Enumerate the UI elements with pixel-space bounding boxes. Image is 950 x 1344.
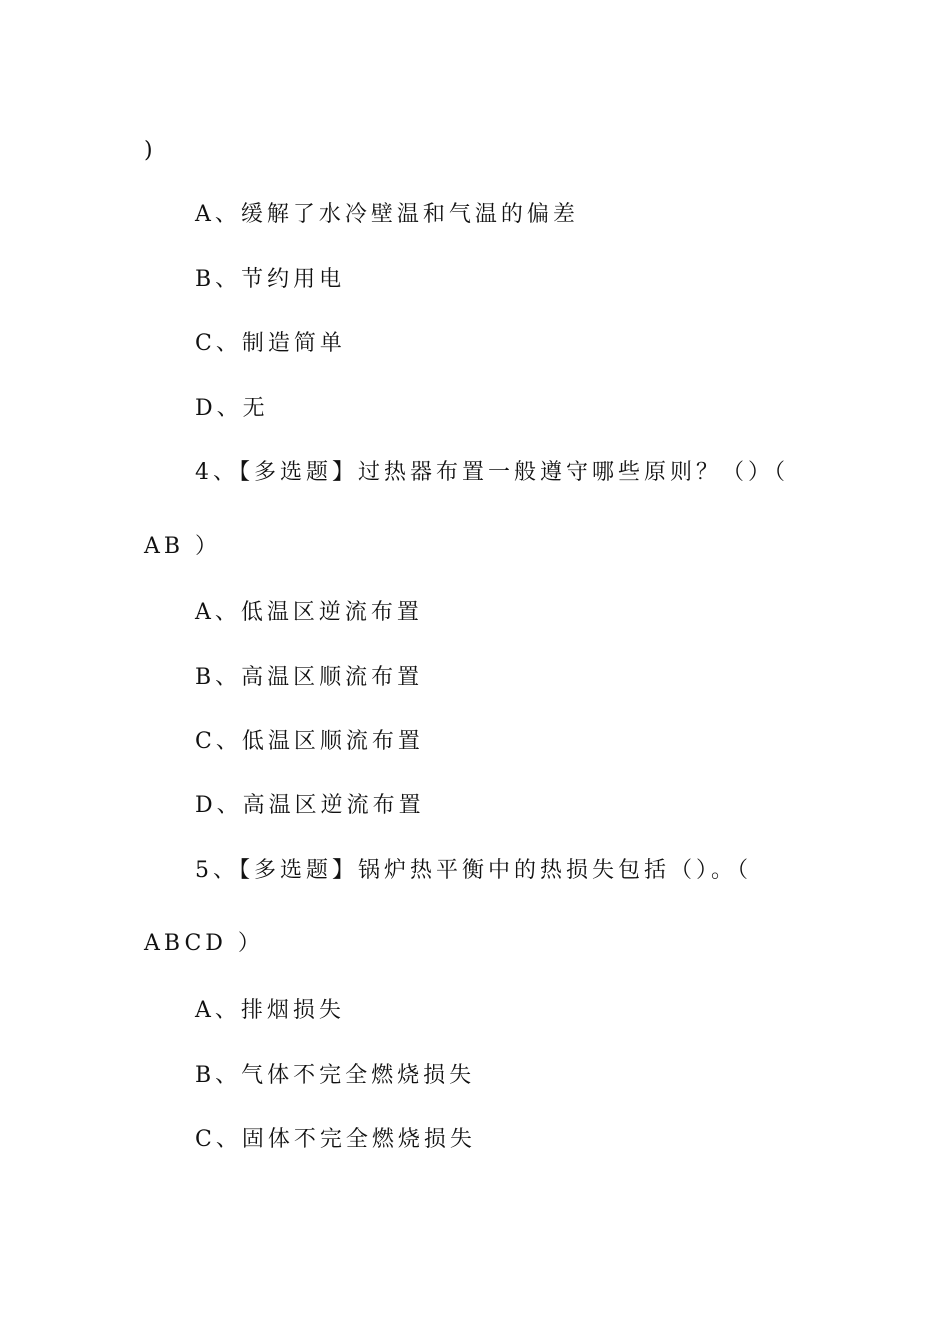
question-4-option-a: A、低温区逆流布置	[195, 600, 423, 625]
question-5-option-b: B、气体不完全燃烧损失	[195, 1063, 476, 1088]
question-5-answer: ABCD ）	[144, 931, 264, 956]
question-5-option-c: C、固体不完全燃烧损失	[195, 1127, 476, 1152]
question-3-option-d: D、无	[195, 396, 269, 421]
question-4-stem: 4、【多选题】过热器布置一般遵守哪些原则？（）（	[195, 460, 789, 485]
question-4-option-b: B、高温区顺流布置	[195, 665, 424, 690]
question-4-option-c: C、低温区顺流布置	[195, 729, 424, 754]
question-3-option-c: C、制造简单	[195, 331, 346, 356]
question-4-answer: AB ）	[144, 534, 222, 559]
question-5-stem: 5、【多选题】锅炉热平衡中的热损失包括（）。（	[195, 858, 752, 883]
question-3-answer-close: )	[144, 138, 157, 163]
question-5-option-a: A、排烟损失	[195, 998, 345, 1023]
question-3-option-b: B、节约用电	[195, 267, 346, 292]
question-4-option-d: D、高温区逆流布置	[195, 793, 425, 818]
question-3-option-a: A、缓解了水冷壁温和气温的偏差	[195, 202, 579, 227]
